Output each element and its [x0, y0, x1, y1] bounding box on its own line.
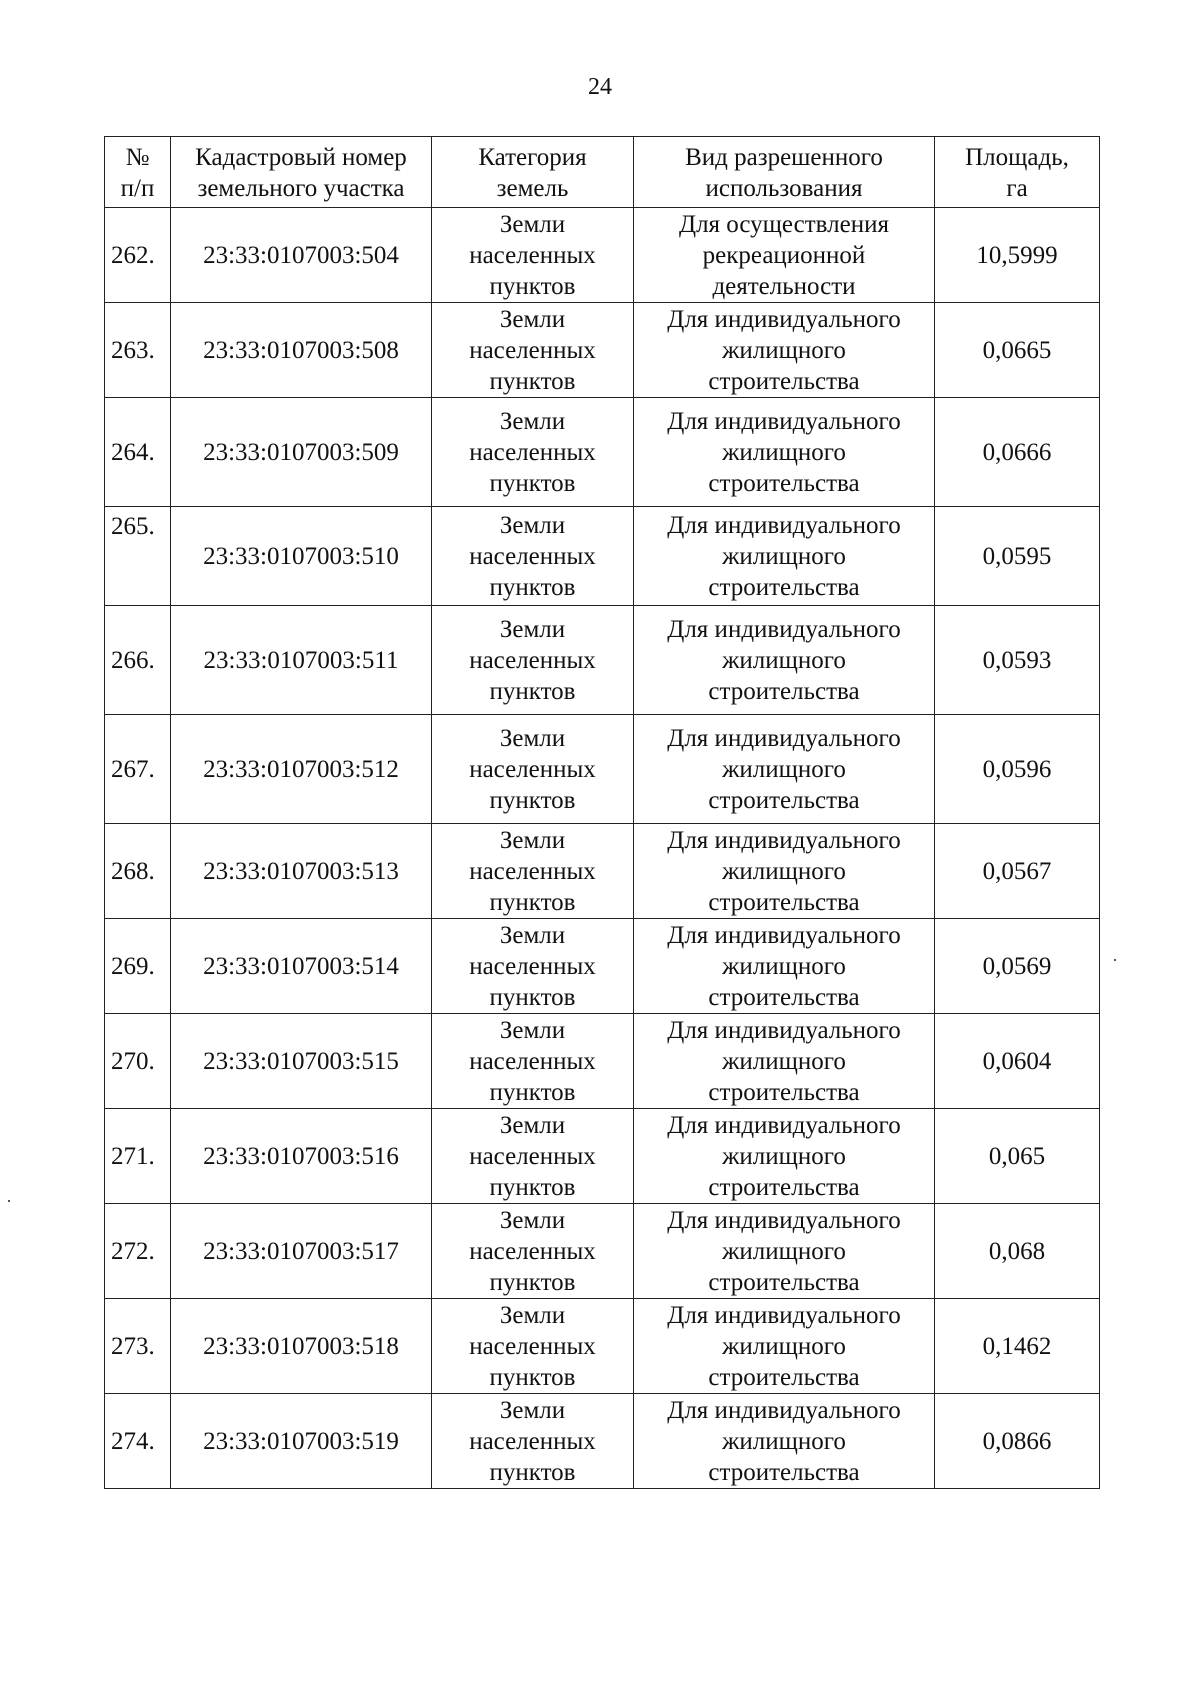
- category-line: населенных: [469, 438, 596, 466]
- category-line: пунктов: [489, 786, 576, 814]
- cell-category: [432, 606, 634, 715]
- category-line: Земли: [499, 724, 566, 752]
- header-num-line: п/п: [120, 175, 155, 202]
- cell-category: [432, 507, 634, 606]
- category-line: населенных: [469, 1142, 596, 1170]
- cell-category: [432, 824, 634, 919]
- usage-line: Для индивидуального: [667, 305, 901, 333]
- cell-area: 0,0866: [935, 1394, 1100, 1489]
- cell-cadastral: 23:33:0107003:512: [171, 715, 432, 824]
- category-line: населенных: [469, 336, 596, 364]
- category-line: пунктов: [489, 888, 576, 916]
- table-row: [105, 398, 1100, 507]
- table-row: [105, 303, 1100, 398]
- cell-area: 0,0593: [935, 606, 1100, 715]
- usage-line: строительства: [708, 786, 860, 814]
- category-line: населенных: [469, 1237, 596, 1265]
- header-cadastral-line: Кадастровый номер: [195, 144, 407, 171]
- table-header: [105, 137, 1100, 208]
- cell-category: [432, 1299, 634, 1394]
- category-line: пунктов: [489, 272, 576, 300]
- header-usage-line: Вид разрешенного: [685, 144, 883, 171]
- category-line: пунктов: [489, 367, 576, 395]
- table-row: [105, 715, 1100, 824]
- category-line: населенных: [469, 542, 596, 570]
- usage-line: жилищного: [722, 952, 846, 980]
- cell-num: 262.: [105, 208, 171, 303]
- cell-area: 10,5999: [935, 208, 1100, 303]
- table-row: [105, 824, 1100, 919]
- cell-cadastral: 23:33:0107003:518: [171, 1299, 432, 1394]
- cell-usage: [634, 715, 935, 824]
- table-row: [105, 507, 1100, 606]
- usage-line: Для индивидуального: [667, 921, 901, 949]
- cell-area: 0,065: [935, 1109, 1100, 1204]
- usage-line: рекреационной: [702, 241, 866, 269]
- cell-usage: [634, 208, 935, 303]
- header-cadastral: [171, 137, 432, 208]
- table-row: [105, 606, 1100, 715]
- usage-line: строительства: [708, 469, 860, 497]
- cell-num: 267.: [105, 715, 171, 824]
- cell-cadastral: 23:33:0107003:508: [171, 303, 432, 398]
- usage-line: жилищного: [722, 438, 846, 466]
- category-line: населенных: [469, 241, 596, 269]
- usage-line: жилищного: [722, 1427, 846, 1455]
- category-line: населенных: [469, 1332, 596, 1360]
- cell-cadastral: 23:33:0107003:510: [171, 507, 432, 606]
- header-row: [105, 137, 1100, 208]
- cell-category: [432, 715, 634, 824]
- cell-area: 0,0665: [935, 303, 1100, 398]
- table-row: [105, 1299, 1100, 1394]
- cell-cadastral: 23:33:0107003:515: [171, 1014, 432, 1109]
- category-line: пунктов: [489, 469, 576, 497]
- cell-category: [432, 1014, 634, 1109]
- usage-line: жилищного: [722, 336, 846, 364]
- header-num-line: №: [125, 144, 150, 171]
- header-usage-line: использования: [705, 175, 863, 202]
- cell-num: 269.: [105, 919, 171, 1014]
- cell-area: 0,0666: [935, 398, 1100, 507]
- cell-usage: [634, 1109, 935, 1204]
- category-line: Земли: [499, 1301, 566, 1329]
- category-line: Земли: [499, 826, 566, 854]
- cell-usage: [634, 919, 935, 1014]
- header-area: [935, 137, 1100, 208]
- cell-cadastral: 23:33:0107003:511: [171, 606, 432, 715]
- usage-line: Для индивидуального: [667, 1396, 901, 1424]
- cell-num: 263.: [105, 303, 171, 398]
- cell-cadastral: 23:33:0107003:504: [171, 208, 432, 303]
- usage-line: Для индивидуального: [667, 1206, 901, 1234]
- category-line: Земли: [499, 1396, 566, 1424]
- page-number: 24: [588, 74, 612, 100]
- header-area-line: Площадь,: [965, 144, 1069, 171]
- cell-category: [432, 1109, 634, 1204]
- scan-speck: [8, 1200, 10, 1202]
- cell-usage: [634, 824, 935, 919]
- cell-category: [432, 1394, 634, 1489]
- header-num: [105, 137, 171, 208]
- cell-area: 0,0567: [935, 824, 1100, 919]
- usage-line: Для индивидуального: [667, 615, 901, 643]
- usage-line: строительства: [708, 677, 860, 705]
- category-line: пунктов: [489, 677, 576, 705]
- cell-category: [432, 208, 634, 303]
- usage-line: Для индивидуального: [667, 1301, 901, 1329]
- category-line: Земли: [499, 921, 566, 949]
- cell-area: 0,1462: [935, 1299, 1100, 1394]
- category-line: пунктов: [489, 573, 576, 601]
- cell-cadastral: 23:33:0107003:513: [171, 824, 432, 919]
- header-category-line: земель: [496, 175, 569, 202]
- cell-category: [432, 303, 634, 398]
- category-line: пунктов: [489, 1458, 576, 1486]
- usage-line: Для осуществления: [679, 210, 889, 238]
- cell-usage: [634, 303, 935, 398]
- category-line: Земли: [499, 407, 566, 435]
- header-usage: [634, 137, 935, 208]
- usage-line: жилищного: [722, 857, 846, 885]
- header-category: [432, 137, 634, 208]
- table-row: [105, 1204, 1100, 1299]
- category-line: пунктов: [489, 1173, 576, 1201]
- category-line: Земли: [499, 615, 566, 643]
- usage-line: Для индивидуального: [667, 1111, 901, 1139]
- usage-line: Для индивидуального: [667, 1016, 901, 1044]
- table-row: [105, 1109, 1100, 1204]
- category-line: населенных: [469, 646, 596, 674]
- usage-line: строительства: [708, 573, 860, 601]
- cell-usage: [634, 398, 935, 507]
- cell-cadastral: 23:33:0107003:514: [171, 919, 432, 1014]
- usage-line: строительства: [708, 1173, 860, 1201]
- usage-line: жилищного: [722, 755, 846, 783]
- usage-line: жилищного: [722, 1047, 846, 1075]
- table-row: [105, 1394, 1100, 1489]
- table-row: [105, 1014, 1100, 1109]
- usage-line: жилищного: [722, 1237, 846, 1265]
- category-line: населенных: [469, 1427, 596, 1455]
- cell-num: 264.: [105, 398, 171, 507]
- usage-line: строительства: [708, 1363, 860, 1391]
- header-category-line: Категория: [478, 144, 587, 171]
- usage-line: строительства: [708, 367, 860, 395]
- usage-line: строительства: [708, 1268, 860, 1296]
- cell-cadastral: 23:33:0107003:509: [171, 398, 432, 507]
- header-cadastral-line: земельного участка: [197, 175, 405, 202]
- usage-line: жилищного: [722, 646, 846, 674]
- cell-num: 271.: [105, 1109, 171, 1204]
- cell-category: [432, 398, 634, 507]
- cell-usage: [634, 1299, 935, 1394]
- category-line: населенных: [469, 755, 596, 783]
- cell-num: 268.: [105, 824, 171, 919]
- cell-num: 274.: [105, 1394, 171, 1489]
- table-row: [105, 919, 1100, 1014]
- land-plots-table: [104, 136, 1100, 1489]
- cell-num: 272.: [105, 1204, 171, 1299]
- cell-area: 0,0595: [935, 507, 1100, 606]
- usage-line: Для индивидуального: [667, 724, 901, 752]
- usage-line: строительства: [708, 1458, 860, 1486]
- category-line: Земли: [499, 1206, 566, 1234]
- category-line: населенных: [469, 1047, 596, 1075]
- cell-num: 273.: [105, 1299, 171, 1394]
- usage-line: строительства: [708, 983, 860, 1011]
- cell-num: 270.: [105, 1014, 171, 1109]
- category-line: пунктов: [489, 983, 576, 1011]
- cell-area: 0,0604: [935, 1014, 1100, 1109]
- category-line: пунктов: [489, 1268, 576, 1296]
- cell-usage: [634, 1394, 935, 1489]
- usage-line: жилищного: [722, 542, 846, 570]
- category-line: Земли: [499, 1111, 566, 1139]
- category-line: Земли: [499, 305, 566, 333]
- scan-speck: [1114, 959, 1116, 961]
- category-line: населенных: [469, 952, 596, 980]
- category-line: Земли: [499, 1016, 566, 1044]
- header-area-line: га: [1006, 175, 1028, 202]
- table-body: [105, 208, 1100, 1489]
- cell-area: 0,0596: [935, 715, 1100, 824]
- cell-cadastral: 23:33:0107003:519: [171, 1394, 432, 1489]
- usage-line: Для индивидуального: [667, 511, 901, 539]
- category-line: пунктов: [489, 1363, 576, 1391]
- category-line: населенных: [469, 857, 596, 885]
- cell-category: [432, 919, 634, 1014]
- cell-area: 0,0569: [935, 919, 1100, 1014]
- usage-line: жилищного: [722, 1142, 846, 1170]
- category-line: пунктов: [489, 1078, 576, 1106]
- table-row: [105, 208, 1100, 303]
- cell-num: 266.: [105, 606, 171, 715]
- category-line: Земли: [499, 210, 566, 238]
- usage-line: Для индивидуального: [667, 407, 901, 435]
- cell-area: 0,068: [935, 1204, 1100, 1299]
- cell-usage: [634, 1204, 935, 1299]
- cell-num: 265.: [105, 507, 171, 606]
- usage-line: деятельности: [712, 272, 856, 300]
- cell-cadastral: 23:33:0107003:517: [171, 1204, 432, 1299]
- cell-usage: [634, 507, 935, 606]
- usage-line: Для индивидуального: [667, 826, 901, 854]
- cell-category: [432, 1204, 634, 1299]
- cell-usage: [634, 1014, 935, 1109]
- cell-usage: [634, 606, 935, 715]
- cell-cadastral: 23:33:0107003:516: [171, 1109, 432, 1204]
- category-line: Земли: [499, 511, 566, 539]
- usage-line: строительства: [708, 888, 860, 916]
- usage-line: строительства: [708, 1078, 860, 1106]
- usage-line: жилищного: [722, 1332, 846, 1360]
